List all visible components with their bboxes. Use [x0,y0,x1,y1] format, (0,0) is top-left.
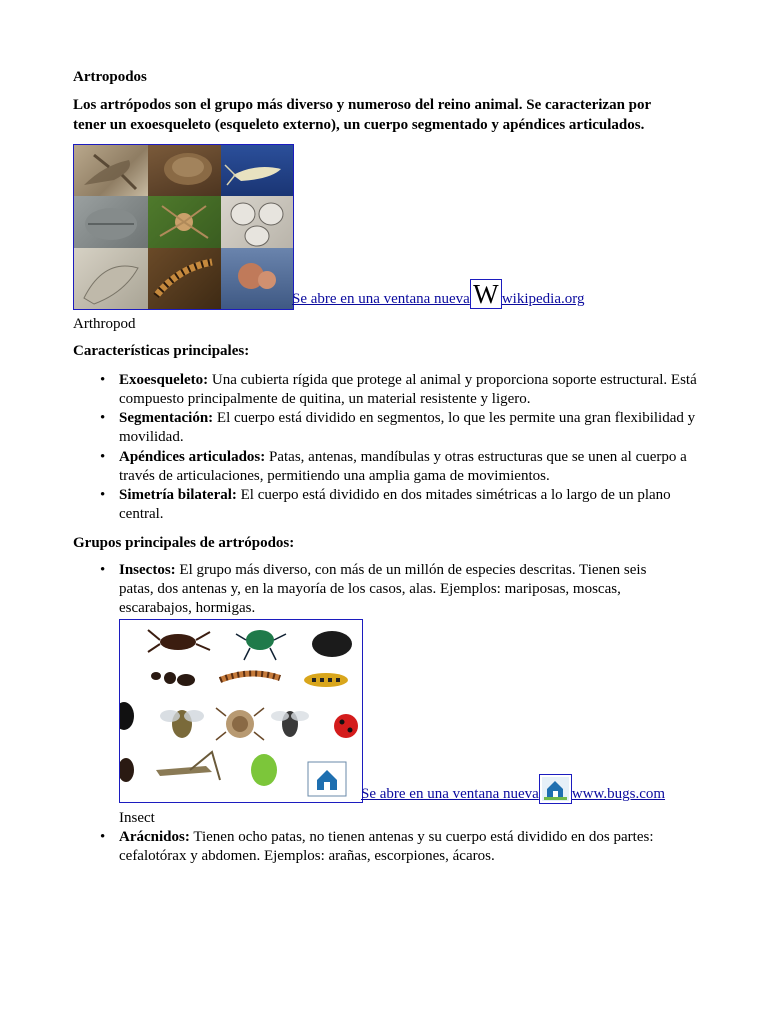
spider-photo [148,196,221,248]
gecko-photo [74,145,148,196]
image1-source-link[interactable]: wikipedia.org [501,291,585,307]
eurypterid-drawing [74,248,148,309]
intro-paragraph: Los artrópodos son el grupo más diverso y numeroso del reino animal. Se caracterizan por tener un exoesqueleto (esqueleto externo), un cuerpo segmentado y apéndices articulados. [73,97,651,133]
image2-source-row [361,774,665,804]
document-title: Artropodos [73,69,147,85]
image2-open-new-window-link[interactable]: Se abre en una ventana nueva [361,786,539,802]
feature-term: Segmentación: [119,410,214,426]
image2-source-link[interactable]: www.bugs.com [571,786,666,802]
feature-text: Patas, antenas, mandíbulas y otras estructuras que se unen al cuerpo a través de articulaciones, permitiendo una amplia gama de movimientos. [119,449,687,484]
list-bullet: • [100,410,106,426]
shrimp-photo [221,145,293,196]
feature-term: Simetría bilateral: [119,487,237,503]
list-bullet: • [100,562,106,578]
centipede-photo [148,248,221,309]
list-bullet: • [100,372,106,388]
trilobite-fossil-photo [74,196,148,248]
image2-caption: Insect [119,810,155,826]
group-text: El grupo más diverso, con más de un millón de especies descritas. Tienen seis patas, dos antenas y, en la mayoría de los casos, alas. Ejemplos: mariposas, moscas, escarabajos, hormigas. [119,562,647,616]
arthropod-collage-image[interactable] [73,144,294,310]
feature-term: Exoesqueleto: [119,372,209,388]
group-term: Insectos: [119,562,176,578]
list-item [119,409,709,447]
list-bullet: • [100,829,106,845]
bugs-site-logo-icon[interactable] [539,774,572,804]
feature-term: Apéndices articulados: [119,449,266,465]
feature-text: Una cubierta rígida que protege al animal y proporciona soporte estructural. Está compuesto principalmente de quitina, un material resistente y ligero. [119,372,697,407]
section-title-groups: Grupos principales de artrópodos: [73,535,295,551]
image1-caption: Arthropod [73,316,136,332]
insects-collage-image[interactable] [119,619,363,803]
horseshoe-crab-photo [148,145,221,196]
list-item [119,448,709,486]
list-bullet: • [100,449,106,465]
image1-source-row [292,279,584,309]
section-title-features: Características principales: [73,343,250,359]
list-item [119,828,689,866]
insects-illustration [120,620,362,802]
list-item [119,371,709,409]
list-bullet: • [100,487,106,503]
wikipedia-w-icon[interactable]: W [470,279,502,309]
list-item [119,561,679,618]
mite-photo [221,248,293,309]
image1-open-new-window-link[interactable]: Se abre en una ventana nueva [292,291,470,307]
list-item [119,486,709,524]
group-term: Arácnidos: [119,829,190,845]
isopod-photo [221,196,293,248]
feature-text: El cuerpo está dividido en segmentos, lo que les permite una gran flexibilidad y movilidad. [119,410,696,445]
feature-text: El cuerpo está dividido en dos mitades simétricas a lo largo de un plano central. [119,487,671,522]
group-text: Tienen ocho patas, no tienen antenas y su cuerpo está dividido en dos partes: cefalotórax y abdomen. Ejemplos: arañas, escorpiones, ácaros. [119,829,654,864]
